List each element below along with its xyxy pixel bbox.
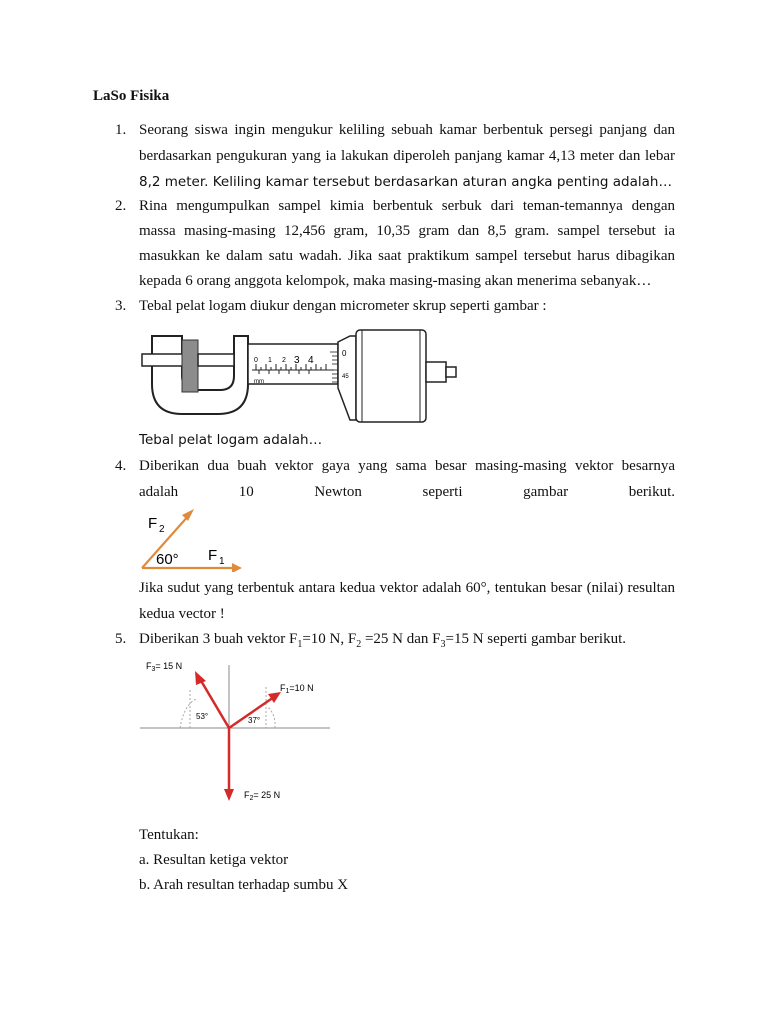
f3-label: $F_3= 15$ N	[146, 661, 183, 673]
scale-unit: mm	[254, 379, 264, 385]
f1-label: $F_1=10$ N	[280, 683, 314, 695]
micrometer-figure	[138, 326, 468, 426]
q3-answer-line: Tebal pelat logam adalah…	[139, 432, 323, 448]
scale-1: 1	[268, 357, 272, 364]
q5-part-b: b. Arah resultan terhadap sumbu X	[139, 877, 349, 893]
page-title: LaSo Fisika	[93, 88, 170, 104]
angle-label: 60°	[156, 551, 179, 568]
thimble-45: 45	[342, 374, 349, 380]
q3-number: 3.	[115, 298, 127, 314]
vector-triangle-figure	[138, 506, 248, 572]
scale-0: 0	[254, 357, 258, 364]
angle-37-label: 37°	[248, 716, 261, 725]
q5-part-a: a. Resultan ketiga vektor	[139, 852, 289, 868]
q2-line4: kepada 6 orang anggota kelompok, maka masing-masing akan menerima sebanyak…	[139, 273, 652, 289]
f2-label: F	[148, 515, 158, 532]
q1-line3: 8,2 meter. Keliling kamar tersebut berdasarkan aturan angka penting adalah…	[139, 174, 672, 190]
q2-line3: masukkan ke dalam satu wadah. Jika saat praktikum sampel tersebut harus dibagikan	[139, 248, 675, 264]
q4-line2: adalah 10 Newton seperti gambar berikut.	[139, 484, 675, 500]
f1-label: F	[208, 547, 218, 564]
scale-4: 4	[308, 355, 314, 366]
q5-tentukan: Tentukan:	[139, 827, 199, 843]
svg-text:2: 2	[159, 524, 165, 535]
thimble-0: 0	[342, 349, 347, 358]
scale-3: 3	[294, 355, 300, 366]
q1-line1: Seorang siswa ingin mengukur keliling sebuah kamar berbentuk persegi panjang dan	[139, 122, 675, 138]
q2-line2: massa masing-masing 12,456 gram, 10,35 gram dan 8,5 gram. sampel tersebut ia	[139, 223, 675, 239]
q4-line3: Jika sudut yang terbentuk antara kedua vektor adalah 60°, tentukan besar (nilai) resultan	[139, 580, 675, 596]
q1-line2: berdasarkan pengukuran yang ia lakukan diperoleh panjang kamar 4,13 meter dan lebar	[139, 148, 675, 164]
q4-number: 4.	[115, 458, 127, 474]
f2-label: $F_2= 25$ N	[244, 790, 281, 802]
q3-line1: Tebal pelat logam diukur dengan micrometer skrup seperti gambar :	[139, 298, 547, 314]
q4-line1: Diberikan dua buah vektor gaya yang sama besar masing-masing vektor besarnya	[139, 458, 675, 474]
q5-line1: Diberikan 3 buah vektor $F_1=10$ N, $F_2 =25$ N dan $F_3=15$ N seperti gambar berikut.	[139, 631, 626, 650]
q1-number: 1.	[115, 122, 127, 138]
q4-line4: kedua vector !	[139, 606, 225, 622]
svg-text:1: 1	[219, 556, 225, 567]
q5-number: 5.	[115, 631, 127, 647]
angle-53-label: 53°	[196, 712, 209, 721]
q2-line1: Rina mengumpulkan sampel kimia berbentuk serbuk dari teman-temannya dengan	[139, 198, 675, 214]
q2-number: 2.	[115, 198, 127, 214]
scale-2: 2	[282, 357, 286, 364]
three-vector-figure	[140, 655, 360, 805]
